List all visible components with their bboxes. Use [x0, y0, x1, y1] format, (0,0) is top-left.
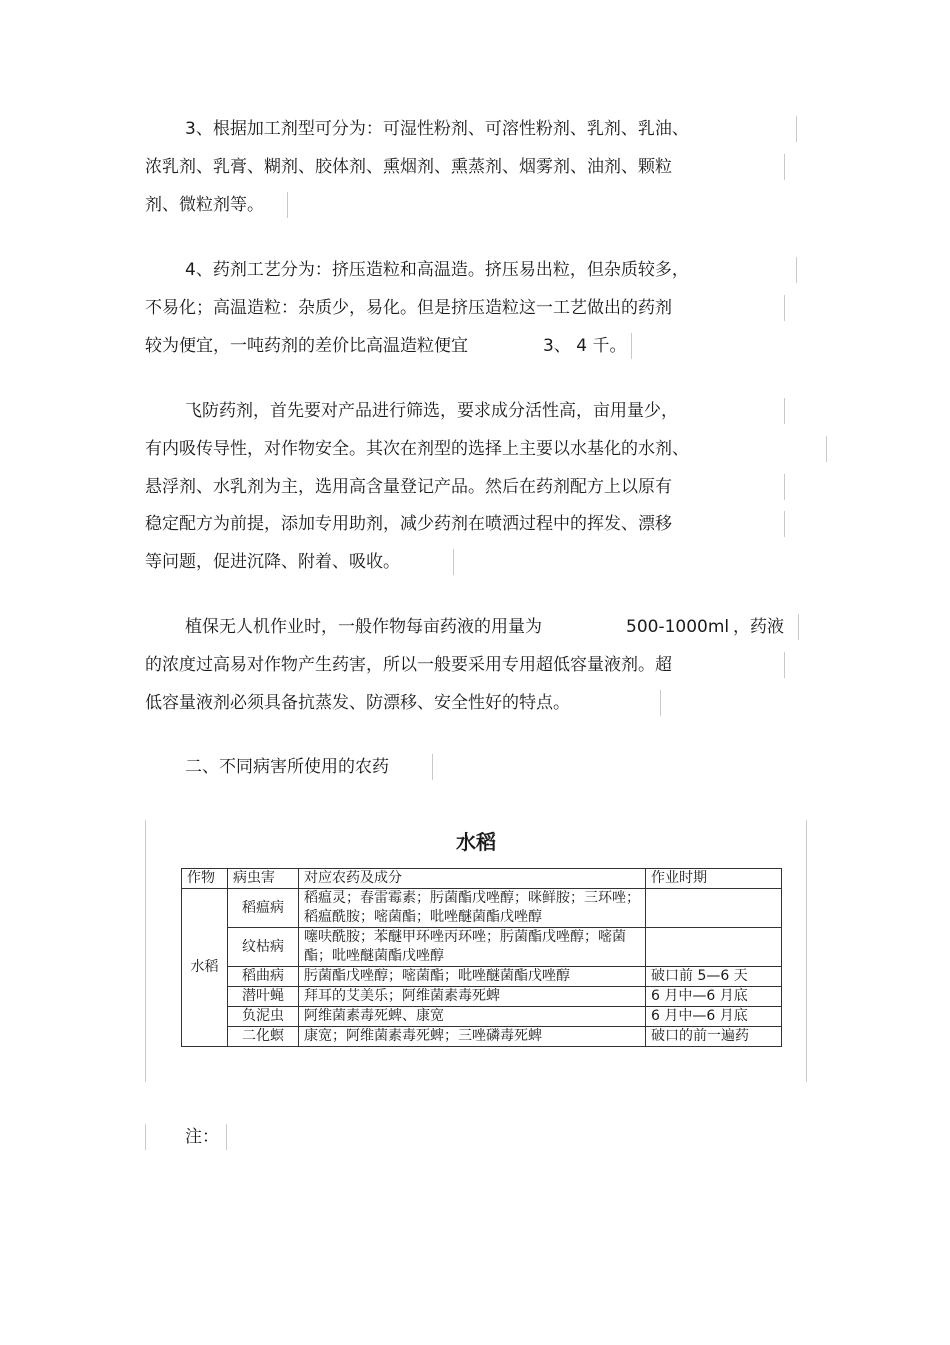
- para3-line2: 有内吸传导性，对作物安全。其次在剂型的选择上主要以水基化的水剂、: [145, 439, 689, 459]
- margin-bar: [796, 257, 797, 283]
- margin-bar: [784, 154, 785, 180]
- margin-bar: [631, 333, 632, 359]
- table-row: [182, 1007, 782, 1027]
- header-crop: 作物: [182, 869, 228, 889]
- para4-dose: 500-1000ml: [626, 617, 730, 637]
- margin-bar: [784, 511, 785, 537]
- pesticide-cell: 康宽；阿维菌素毒死蜱；三唑磷毒死蜱: [299, 1027, 646, 1047]
- para4-dose-tail: ，药液: [733, 617, 784, 637]
- margin-bar: [432, 754, 433, 780]
- pest-cell: 稻曲病: [228, 967, 299, 987]
- pest-cell: 稻瘟病: [228, 889, 299, 928]
- para2-tail: 3、 4 千。: [543, 336, 627, 356]
- pesticide-cell: 拜耳的艾美乐；阿维菌素毒死蜱: [299, 987, 646, 1007]
- margin-bar: [784, 398, 785, 424]
- para1-line3: 剂、微粒剂等。: [145, 195, 264, 215]
- margin-bar: [826, 436, 827, 462]
- header-pesticide: 对应农药及成分: [299, 869, 646, 889]
- pest-cell: 负泥虫: [228, 1007, 299, 1027]
- para2-line2: 不易化；高温造粒：杂质少，易化。但是挤压造粒这一工艺做出的药剂: [145, 298, 672, 318]
- margin-bar: [660, 690, 661, 716]
- table-row: [182, 987, 782, 1007]
- para4-line3: 低容量液剂必须具备抗蒸发、防漂移、安全性好的特点。: [145, 693, 570, 713]
- table-row: [182, 1027, 782, 1047]
- header-period: 作业时期: [646, 869, 782, 889]
- pest-cell: 潜叶蝇: [228, 987, 299, 1007]
- period-cell: 6 月中—6 月底: [646, 1007, 782, 1027]
- note-label: 注：: [185, 1127, 219, 1147]
- table-row: [182, 889, 782, 928]
- table-row: [182, 967, 782, 987]
- margin-bar: [796, 116, 797, 142]
- figure-border-right: [806, 820, 807, 1082]
- para2-line3: 较为便宜，一吨药剂的差价比高温造粒便宜: [145, 336, 468, 356]
- pesticide-cell: 肟菌酯戊唑醇；嘧菌酯；吡唑醚菌酯戊唑醇: [299, 967, 646, 987]
- period-cell: 破口的前一遍药: [646, 1027, 782, 1047]
- pesticide-cell: 噻呋酰胺；苯醚甲环唑丙环唑；肟菌酯戊唑醇；嘧菌酯；吡唑醚菌酯戊唑醇: [299, 928, 646, 967]
- figure-title: 水稻: [456, 830, 496, 854]
- pesticide-table: [181, 868, 782, 1047]
- para3-line4: 稳定配方为前提，添加专用助剂，减少药剂在喷洒过程中的挥发、漂移: [145, 514, 672, 534]
- figure-border-left: [145, 820, 146, 1082]
- header-pest: 病虫害: [228, 869, 299, 889]
- para3-line5: 等问题，促进沉降、附着、吸收。: [145, 552, 400, 572]
- pest-cell: 纹枯病: [228, 928, 299, 967]
- margin-bar: [798, 614, 799, 640]
- period-cell: [646, 928, 782, 967]
- para4-line1: 植保无人机作业时，一般作物每亩药液的用量为: [185, 617, 542, 637]
- section-heading: 二、不同病害所使用的农药: [185, 757, 389, 777]
- table-header-row: [182, 869, 782, 889]
- margin-bar: [784, 295, 785, 321]
- period-cell: [646, 889, 782, 928]
- pest-cell: 二化螟: [228, 1027, 299, 1047]
- para3-line3: 悬浮剂、水乳剂为主，选用高含量登记产品。然后在药剂配方上以原有: [145, 477, 672, 497]
- para1-line1: 3、根据加工剂型可分为：可湿性粉剂、可溶性粉剂、乳剂、乳油、: [185, 119, 689, 139]
- margin-bar: [453, 549, 454, 575]
- pesticide-cell: 阿维菌素毒死蜱、康宽: [299, 1007, 646, 1027]
- margin-bar: [287, 192, 288, 218]
- margin-bar: [784, 652, 785, 678]
- period-cell: 破口前 5—6 天: [646, 967, 782, 987]
- para4-line2: 的浓度过高易对作物产生药害，所以一般要采用专用超低容量液剂。超: [145, 655, 672, 675]
- pesticide-cell: 稻瘟灵；春雷霉素；肟菌酯戊唑醇；咪鲜胺；三环唑；稻瘟酰胺；嘧菌酯；吡唑醚菌酯戊唑醇: [299, 889, 646, 928]
- para1-line2: 浓乳剂、乳膏、糊剂、胶体剂、熏烟剂、熏蒸剂、烟雾剂、油剂、颗粒: [145, 157, 672, 177]
- table-row: [182, 928, 782, 967]
- margin-bar: [784, 474, 785, 500]
- crop-cell: 水稻: [182, 889, 228, 1047]
- para3-line1: 飞防药剂，首先要对产品进行筛选，要求成分活性高，亩用量少，: [185, 401, 678, 421]
- margin-bar: [226, 1124, 227, 1150]
- para2-line1: 4、药剂工艺分为：挤压造粒和高温造。挤压易出粒，但杂质较多，: [185, 260, 689, 280]
- period-cell: 6 月中—6 月底: [646, 987, 782, 1007]
- rice-pesticide-figure: [145, 820, 807, 1082]
- margin-bar: [145, 1124, 146, 1150]
